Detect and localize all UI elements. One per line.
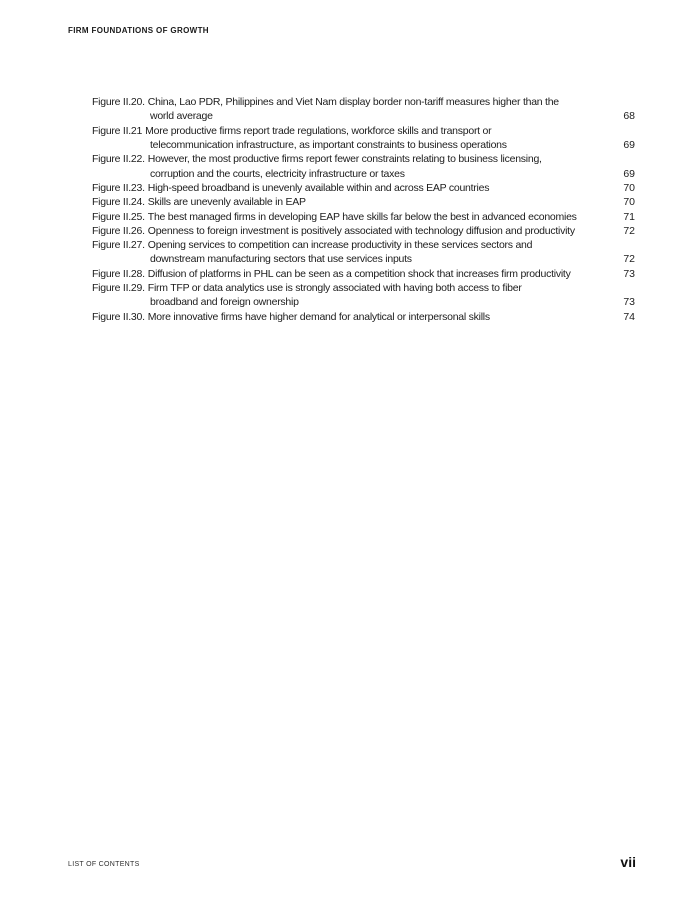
figure-page-number: 68 xyxy=(617,109,635,123)
figure-entry-line: Figure II.20. China, Lao PDR, Philippines and Viet Nam display border non-tariff measures higher than the xyxy=(92,96,559,108)
figure-label: Figure II.21 xyxy=(92,124,143,137)
figure-page-number: 70 xyxy=(617,181,635,195)
figure-page-number: 69 xyxy=(617,138,635,152)
figure-entry xyxy=(92,181,635,195)
figure-page-number: 74 xyxy=(617,310,635,324)
figure-entry xyxy=(92,224,635,238)
figure-entry xyxy=(92,238,635,267)
figure-page-number: 71 xyxy=(617,210,635,224)
figure-entry-continuation-line: corruption and the courts, electricity infrastructure or taxes xyxy=(150,167,405,180)
footer-section-label: LIST OF CONTENTS xyxy=(68,861,140,868)
figure-entry xyxy=(92,210,635,224)
footer-page-number: vii xyxy=(620,854,636,870)
figure-entry-continuation-line: downstream manufacturing sectors that use services inputs xyxy=(150,253,412,266)
figure-entry-line: Figure II.23. High-speed broadband is unevenly available within and across EAP countries xyxy=(92,181,490,194)
figure-entry-line: Figure II.24. Skills are unevenly available in EAP xyxy=(92,196,306,209)
figure-entry-line: Figure II.29. Firm TFP or data analytics use is strongly associated with having both access to fiber xyxy=(92,282,522,295)
figure-entry-line: Figure II.26. Openness to foreign investment is positively associated with technology diffusion and productivity xyxy=(92,224,575,237)
figure-entry-line: Figure II.21 More productive firms report trade regulations, workforce skills and transport or xyxy=(92,124,492,137)
figure-page-number: 73 xyxy=(617,295,635,309)
figure-label: Figure II.25. xyxy=(92,210,145,223)
figure-page-number: 72 xyxy=(617,224,635,238)
figure-page-number: 69 xyxy=(617,167,635,181)
figure-label: Figure II.27. xyxy=(92,239,145,252)
figure-entry-line: Figure II.25. The best managed firms in developing EAP have skills far below the best in advanced economies xyxy=(92,210,577,223)
figure-label: Figure II.30. xyxy=(92,310,145,323)
running-header: FIRM FOUNDATIONS OF GROWTH xyxy=(68,26,209,35)
figure-entry-line: Figure II.22. However, the most productive firms report fewer constraints relating to business licensing, xyxy=(92,153,542,166)
figure-page-number: 70 xyxy=(617,195,635,209)
figure-page-number: 72 xyxy=(617,252,635,266)
figure-entry-line: Figure II.30. More innovative firms have higher demand for analytical or interpersonal skills xyxy=(92,310,490,323)
figure-label: Figure II.23. xyxy=(92,181,145,194)
figure-entry-continuation-line: world average xyxy=(150,110,213,123)
figure-label: Figure II.29. xyxy=(92,282,145,295)
figure-entry xyxy=(92,310,635,324)
figure-entry-continuation-line: telecommunication infrastructure, as important constraints to business operations xyxy=(150,138,507,151)
figure-list xyxy=(92,95,635,324)
figure-entry xyxy=(92,124,635,153)
figure-entry xyxy=(92,95,635,124)
figure-entry xyxy=(92,267,635,281)
figure-entry-continuation-line: broadband and foreign ownership xyxy=(150,296,299,309)
figure-label: Figure II.28. xyxy=(92,267,145,280)
figure-label: Figure II.20. xyxy=(92,96,145,108)
figure-entry-line: Figure II.28. Diffusion of platforms in PHL can be seen as a competition shock that increases firm productivity xyxy=(92,267,571,280)
figure-entry xyxy=(92,152,635,181)
figure-entry-line: Figure II.27. Opening services to competition can increase productivity in these services sectors and xyxy=(92,239,533,252)
figure-entry xyxy=(92,195,635,209)
figure-label: Figure II.22. xyxy=(92,153,145,166)
figure-page-number: 73 xyxy=(617,267,635,281)
figure-entry xyxy=(92,281,635,310)
figure-label: Figure II.26. xyxy=(92,224,145,237)
figure-label: Figure II.24. xyxy=(92,196,145,209)
